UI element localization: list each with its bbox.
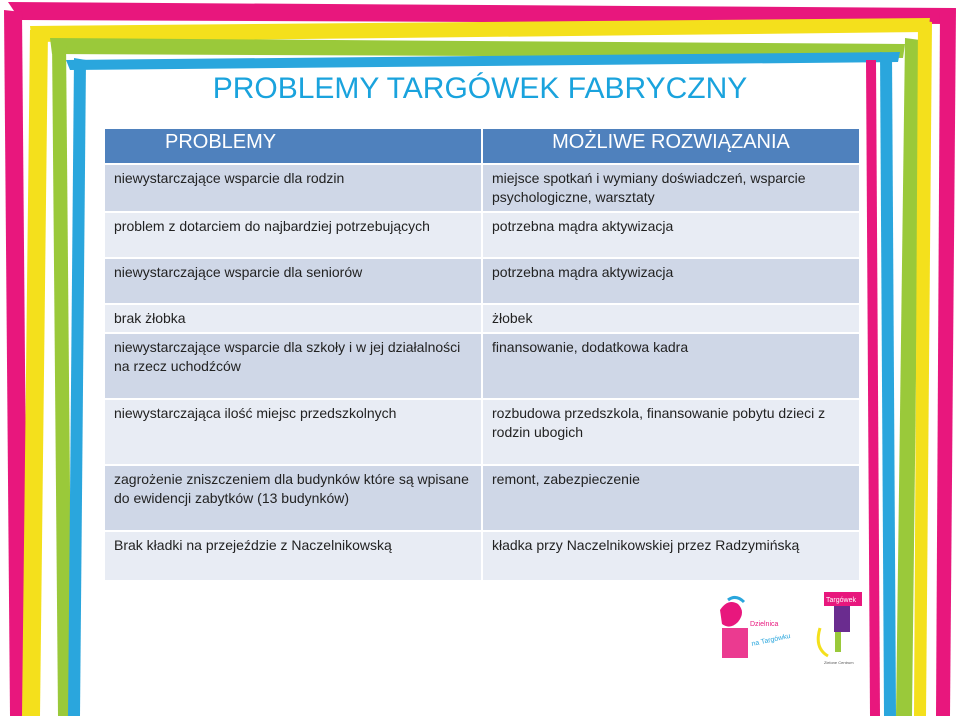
problem-cell: zagrożenie zniszczeniem dla budynków które są wpisane do ewidencji zabytków (13 budynków) — [104, 465, 482, 531]
header-problems: PROBLEMY — [104, 128, 482, 164]
table-row — [104, 258, 860, 304]
frame-stripe-blue-left — [68, 58, 86, 716]
problem-cell: niewystarczające wsparcie dla seniorów — [104, 258, 482, 304]
solution-cell: potrzebna mądra aktywizacja — [482, 258, 860, 304]
table-row — [104, 465, 860, 531]
logos — [708, 590, 868, 670]
solution-cell: kładka przy Naczelnikowskiej przez Radzymińską — [482, 531, 860, 581]
problem-cell: niewystarczające wsparcie dla rodzin — [104, 164, 482, 212]
solution-cell: rozbudowa przedszkola, finansowanie pobytu dzieci z rodzin ubogich — [482, 399, 860, 465]
table-row — [104, 531, 860, 581]
dzielnica-logo — [710, 594, 800, 666]
solution-cell: żłobek — [482, 304, 860, 333]
svg-text:na Targówku: na Targówku — [750, 632, 792, 648]
svg-text:Targówek: Targówek — [826, 597, 856, 604]
targowek-logo — [818, 592, 862, 665]
table-row — [104, 304, 860, 333]
svg-text:Dzielnica: Dzielnica — [750, 621, 779, 628]
table-row — [104, 399, 860, 465]
frame-stripe-yellow-left — [22, 30, 48, 716]
svg-text:Zielone Centrum: Zielone Centrum — [824, 660, 854, 665]
frame-stripe-pink-right — [936, 8, 956, 716]
header-solutions: MOŻLIWE ROZWIĄZANIA — [482, 128, 860, 164]
frame-stripe-blue-right — [880, 52, 896, 716]
solution-cell: miejsce spotkań i wymiany doświadczeń, wsparcie psychologiczne, warsztaty — [482, 164, 860, 212]
page-title: PROBLEMY TARGÓWEK FABRYCZNY — [212, 72, 748, 105]
solution-cell: potrzebna mądra aktywizacja — [482, 212, 860, 258]
solution-cell: remont, zabezpieczenie — [482, 465, 860, 531]
problem-cell: brak żłobka — [104, 304, 482, 333]
table-row — [104, 164, 860, 212]
table-row — [104, 333, 860, 399]
frame-stripe-pink-inner-right — [866, 60, 880, 716]
problem-cell: niewystarczające wsparcie dla szkoły i w jej działalności na rzecz uchodźców — [104, 333, 482, 399]
problems-table — [103, 127, 861, 582]
problem-cell: niewystarczająca ilość miejsc przedszkolnych — [104, 399, 482, 465]
table-header-row — [104, 128, 860, 164]
table-row — [104, 212, 860, 258]
solution-cell: finansowanie, dodatkowa kadra — [482, 333, 860, 399]
problem-cell: problem z dotarciem do najbardziej potrzebujących — [104, 212, 482, 258]
problem-cell: Brak kładki na przejeździe z Naczelnikowską — [104, 531, 482, 581]
